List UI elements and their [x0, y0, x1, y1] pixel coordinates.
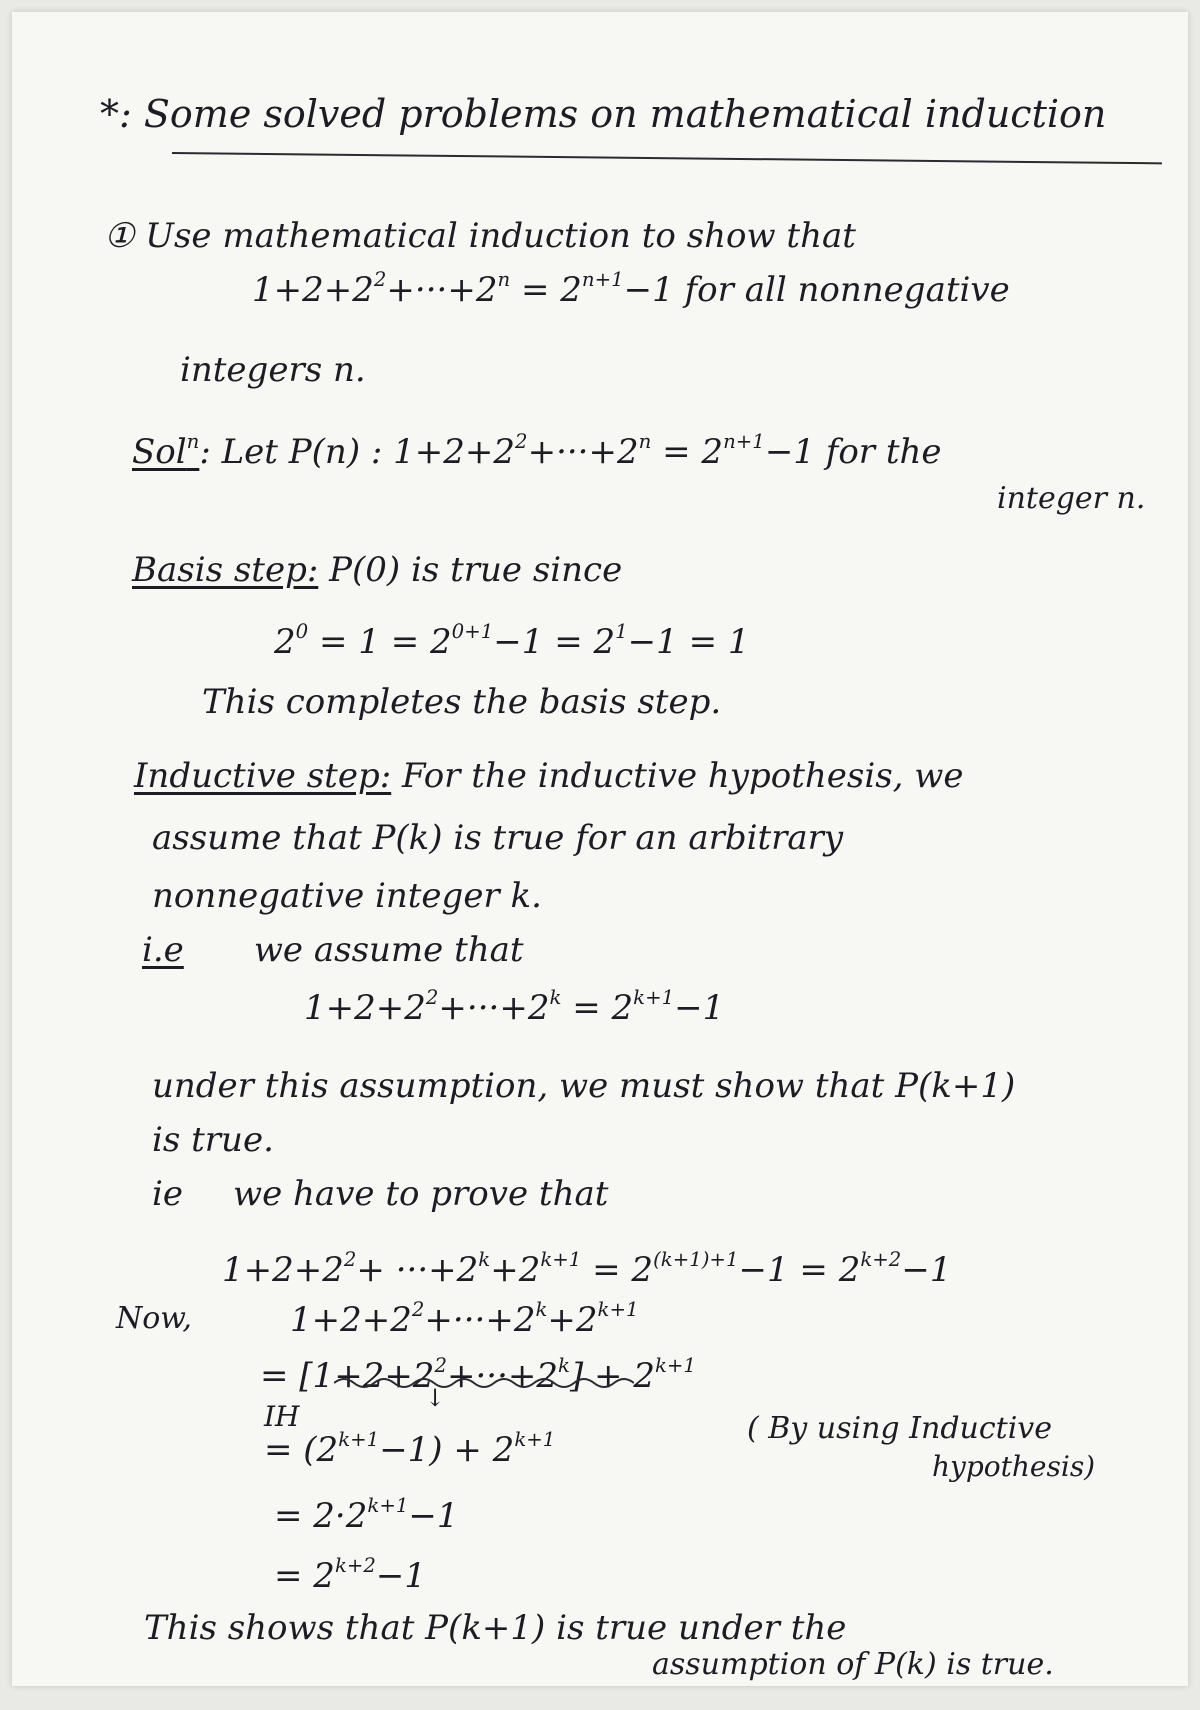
problem-number: ①	[104, 216, 135, 256]
goal-equation: $1+2+2^2+ \cdot\cdot\cdot+2^k+2^{k+1} = 2^{(k+1)+1}-1 = 2^{k+2}-1$	[222, 1247, 952, 1290]
now-label: Now,	[116, 1301, 192, 1336]
title-underline	[172, 152, 1162, 164]
step-2: = $[1+2+2^2+\cdot\cdot\cdot+2^k] + 2^{k+1}$	[260, 1353, 696, 1396]
step-3: = $(2^{k+1}-1) + 2^{k+1}$	[264, 1427, 556, 1470]
step-3-note-2: hypothesis)	[932, 1450, 1096, 1483]
inductive-step-label: Inductive step:	[134, 756, 392, 796]
basis-step-label: Basis step:	[132, 550, 319, 590]
inductive-step-line-2: assume that P(k) is true for an arbitrary	[152, 818, 844, 858]
step-5: = $2^{k+2}-1$	[274, 1553, 427, 1596]
problem-statement-line-3: integers n.	[180, 350, 366, 390]
ie2-line: ie we have to prove that	[152, 1174, 609, 1214]
problem-statement-line-1	[104, 218, 856, 255]
problem-text: Use mathematical induction to show that	[145, 216, 856, 256]
basis-complete: This completes the basis step.	[202, 682, 722, 722]
solution-definition-line-2: integer n.	[997, 481, 1146, 516]
basis-step-text: P(0) is true since	[318, 550, 623, 590]
inductive-hypothesis-equation: $1+2+2^2+\cdot\cdot\cdot+2^k = 2^{k+1}-1$	[304, 985, 725, 1028]
solution-definition: Sol$^n$: Let P(n) : $1+2+2^2+\cdot\cdot\cdot+2^n = 2^{n+1}-1$ for the	[132, 429, 942, 472]
problem-equation: $1+2+2^2+\cdot\cdot\cdot+2^n = 2^{n+1}-1$ for all nonnegative	[252, 267, 1010, 310]
down-arrow-icon: ↓	[425, 1384, 446, 1412]
step-3-note-1: ( By using Inductive	[747, 1411, 1052, 1446]
ih-label: IH	[264, 1400, 300, 1433]
basis-step-line	[132, 552, 622, 589]
inductive-step-line-3: nonnegative integer k.	[152, 876, 542, 916]
ie2-label: ie	[152, 1174, 183, 1214]
ie-label: i.e	[142, 930, 184, 970]
conclusion-line-2: assumption of P(k) is true.	[652, 1647, 1054, 1682]
step-1: $1+2+2^2+\cdot\cdot\cdot+2^k+2^{k+1}$	[290, 1297, 639, 1340]
page-title: *: Some solved problems on mathematical induction	[100, 92, 1107, 136]
solution-label: Sol$^n$	[132, 429, 200, 472]
notebook-page	[12, 12, 1188, 1686]
inductive-step-line-1: Inductive step: For the inductive hypothesis, we	[134, 756, 964, 796]
under-assumption-line-1: under this assumption, we must show that P(k+1)	[152, 1066, 1016, 1106]
wavy-underline	[334, 1375, 634, 1391]
step-4: = $2\cdot 2^{k+1}-1$	[274, 1493, 459, 1536]
basis-equation: $2^0 = 1 = 2^{0+1}-1 = 2^1-1 = 1$	[274, 619, 750, 662]
ie-line: i.e we assume that	[142, 930, 524, 970]
under-assumption-line-2: is true.	[152, 1120, 274, 1160]
conclusion-line-1: This shows that P(k+1) is true under the	[144, 1608, 847, 1648]
